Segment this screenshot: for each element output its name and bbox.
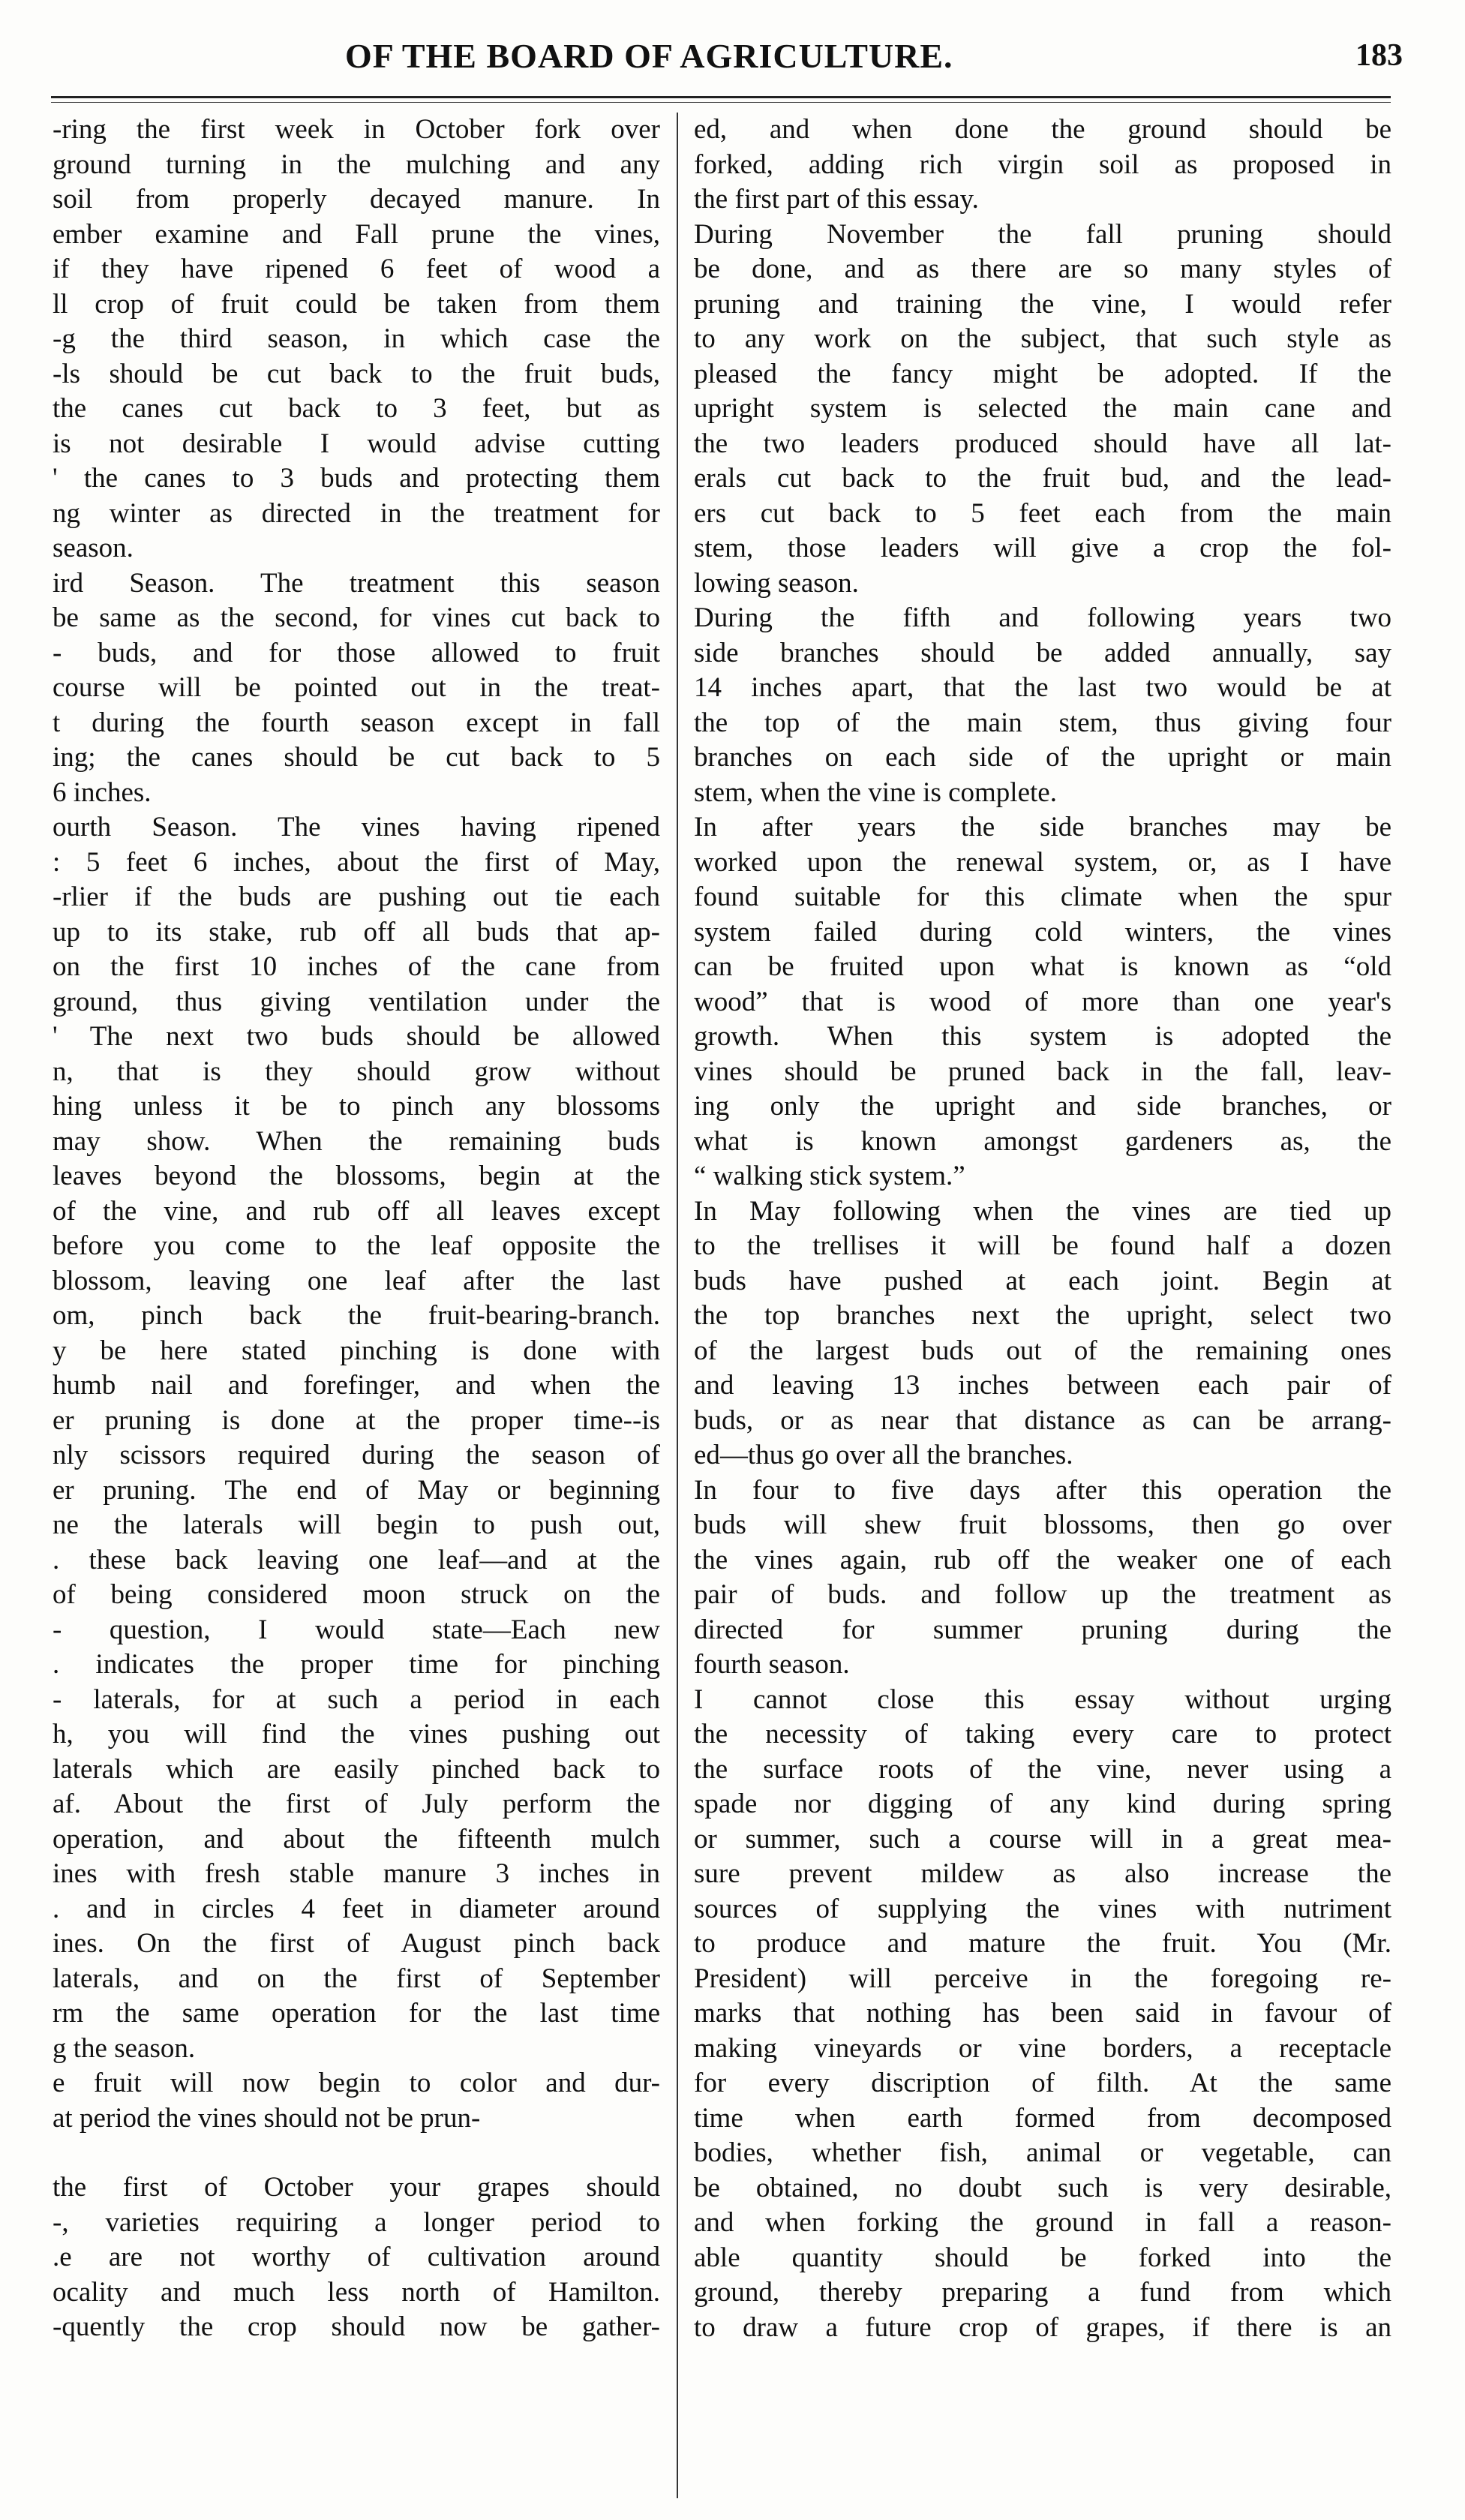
text-line: - question, I would state—Each new [53,1614,660,1645]
text-line: to draw a future crop of grapes, if there is an [694,2311,1391,2343]
text-line: forked, adding rich virgin soil as proposed in [694,149,1391,180]
text-line: the first part of this essay. [694,184,979,215]
text-line: ' The next two buds should be allowed [53,1021,660,1052]
header-rule [51,96,1391,98]
text-line: ne the laterals will begin to push out, [53,1509,660,1540]
text-line: I cannot close this essay without urging [694,1684,1391,1715]
text-line: vines should be pruned back in the fall, leav- [694,1056,1391,1087]
text-line: buds will shew fruit blossoms, then go over [694,1509,1391,1540]
text-line: In four to five days after this operation the [694,1474,1391,1506]
text-line: the top of the main stem, thus giving four [694,707,1391,738]
text-line: sure prevent mildew as also increase the [694,1858,1391,1889]
text-line: buds, or as near that distance as can be arrang- [694,1404,1391,1436]
text-line: to the trellises it will be found half a dozen [694,1230,1391,1261]
text-line: found suitable for this climate when the spur [694,882,1391,912]
text-line: course will be pointed out in the treat- [53,672,660,703]
text-line: upright system is selected the main cane and [694,393,1391,424]
text-line: humb nail and forefinger, and when the [53,1370,660,1401]
text-line: pair of buds. and follow up the treatment as [694,1579,1391,1610]
text-line: hing unless it be to pinch any blossoms [53,1091,660,1122]
text-line: laterals, and on the first of September [53,1963,660,1994]
text-line: om, pinch back the fruit-bearing-branch. [53,1300,660,1331]
right-column [694,113,1391,2345]
text-line: ground turning in the mulching and any [53,149,660,180]
text-line: pruning and training the vine, I would refer [694,288,1391,320]
text-line: at period the vines should not be prun- [53,2102,481,2134]
text-line: of being considered moon struck on the [53,1579,660,1610]
text-line: nly scissors required during the season of [53,1440,660,1470]
text-line: worked upon the renewal system, or, as I have [694,846,1391,878]
text-line: -rlier if the buds are pushing out tie each [53,882,660,912]
text-line: er pruning is done at the proper time--is [53,1404,660,1436]
text-line: time when earth formed from decomposed [694,2102,1391,2134]
text-line: ines with fresh stable manure 3 inches in [53,1858,660,1889]
text-line: During November the fall pruning should [694,218,1391,250]
text-line: -ls should be cut back to the fruit buds, [53,358,660,389]
text-line: ' the canes to 3 buds and protecting them [53,463,660,494]
text-line: leaves beyond the blossoms, begin at the [53,1161,660,1191]
text-line: of the largest buds out of the remaining ones [694,1335,1391,1366]
text-line: if they have ripened 6 feet of wood a [53,254,660,284]
text-line: During the fifth and following years two [694,602,1391,633]
text-line: lowing season. [694,567,859,599]
text-line: . and in circles 4 feet in diameter around [53,1893,660,1924]
text-line: the necessity of taking every care to protect [694,1719,1391,1750]
text-line: marks that nothing has been said in favour of [694,1998,1391,2029]
text-line: side branches should be added annually, say [694,637,1391,668]
text-line: making vineyards or vine borders, a receptacle [694,2032,1391,2064]
text-line: bodies, whether fish, animal or vegetable, can [694,2137,1391,2168]
running-header [45,29,1418,83]
text-line: ocality and much less north of Hamilton. [53,2276,660,2308]
text-line: the vines again, rub off the weaker one of each [694,1544,1391,1575]
text-line: y be here stated pinching is done with [53,1335,660,1366]
text-line: the top branches next the upright, select two [694,1300,1391,1331]
text-line: 6 inches. [53,776,152,808]
text-line: In after years the side branches may be [694,812,1391,843]
text-line: stem, when the vine is complete. [694,776,1057,808]
text-line: . indicates the proper time for pinching [53,1649,660,1680]
text-line: branches on each side of the upright or main [694,742,1391,773]
text-line: and leaving 13 inches between each pair of [694,1370,1391,1401]
text-line: erals cut back to the fruit bud, and the lead- [694,463,1391,494]
text-line: -g the third season, in which case the [53,323,660,354]
text-line: t during the fourth season except in fall [53,707,660,738]
text-line: n, that is they should grow without [53,1056,660,1087]
text-line: . these back leaving one leaf—and at the [53,1544,660,1575]
text-line: fourth season. [694,1649,850,1680]
text-line: ed, and when done the ground should be [694,114,1391,145]
running-title: OF THE BOARD OF AGRICULTURE. [345,37,953,75]
text-line: ers cut back to 5 feet each from the main [694,497,1391,529]
text-line: able quantity should be forked into the [694,2242,1391,2273]
text-line: ing; the canes should be cut back to 5 [53,742,660,773]
text-line: before you come to the leaf opposite the [53,1230,660,1261]
text-line: af. About the first of July perform the [53,1789,660,1819]
text-line: operation, and about the fifteenth mulch [53,1823,660,1855]
text-line: can be fruited upon what is known as “old [694,951,1391,982]
text-line: - buds, and for those allowed to fruit [53,637,660,668]
text-line: h, you will find the vines pushing out [53,1719,660,1750]
text-line: on the first 10 inches of the cane from [53,951,660,982]
text-line: be same as the second, for vines cut back to [53,602,660,633]
text-line: ll crop of fruit could be taken from them [53,288,660,320]
text-line: ird Season. The treatment this season [53,567,660,599]
text-line: buds have pushed at each joint. Begin at [694,1265,1391,1296]
text-line: for every discription of filth. At the same [694,2068,1391,2098]
text-line: -, varieties requiring a longer period to [53,2206,660,2238]
text-line: soil from properly decayed manure. In [53,184,660,215]
text-line: ing only the upright and side branches, or [694,1091,1391,1122]
text-line: 14 inches apart, that the last two would be at [694,672,1391,703]
text-line: directed for summer pruning during the [694,1614,1391,1645]
text-line: growth. When this system is adopted the [694,1021,1391,1052]
text-line: e fruit will now begin to color and dur- [53,2068,660,2098]
text-line: ng winter as directed in the treatment for [53,497,660,529]
text-line: the two leaders produced should have all lat- [694,428,1391,459]
text-line: up to its stake, rub off all buds that ap- [53,916,660,948]
text-line: ember examine and Fall prune the vines, [53,218,660,250]
text-line: may show. When the remaining buds [53,1125,660,1157]
text-line: system failed during cold winters, the vines [694,916,1391,948]
header-rule-thin [51,102,1391,103]
text-line: pleased the fancy might be adopted. If the [694,358,1391,389]
text-line: or summer, such a course will in a great mea- [694,1823,1391,1855]
text-line: -ring the first week in October fork over [53,114,660,145]
text-line: stem, those leaders will give a crop the fol- [694,533,1391,563]
left-column [53,113,660,2345]
text-line: laterals which are easily pinched back to [53,1753,660,1785]
text-line: the surface roots of the vine, never using a [694,1753,1391,1785]
text-line: ines. On the first of August pinch back [53,1928,660,1959]
text-line: sources of supplying the vines with nutriment [694,1893,1391,1924]
text-line: -quently the crop should now be gather- [53,2311,660,2342]
page-number: 183 [1355,38,1403,73]
text-line: spade nor digging of any kind during spring [694,1789,1391,1819]
text-line: ed—thus go over all the branches. [694,1440,1073,1470]
text-line: of the vine, and rub off all leaves except [53,1195,660,1227]
text-line: wood” that is wood of more than one year's [694,986,1391,1017]
text-line: .e are not worthy of cultivation around [53,2242,660,2272]
text-line: to produce and mature the fruit. You (Mr. [694,1928,1391,1959]
text-line: ourth Season. The vines having ripened [53,812,660,843]
text-line: be obtained, no doubt such is very desirable, [694,2172,1391,2203]
text-line: President) will perceive in the foregoing re- [694,1963,1391,1994]
text-line: ground, thereby preparing a fund from which [694,2277,1391,2308]
text-line: and when forking the ground in fall a reason- [694,2207,1391,2238]
text-line: er pruning. The end of May or beginning [53,1474,660,1506]
text-line: what is known amongst gardeners as, the [694,1125,1391,1157]
text-line: rm the same operation for the last time [53,1998,660,2029]
column-divider [677,113,678,2498]
text-line: is not desirable I would advise cutting [53,428,660,459]
text-line: In May following when the vines are tied up [694,1195,1391,1227]
text-line: - laterals, for at such a period in each [53,1684,660,1715]
text-line: ground, thus giving ventilation under the [53,986,660,1017]
text-line: blossom, leaving one leaf after the last [53,1265,660,1296]
text-line: to any work on the subject, that such style as [694,323,1391,354]
text-line: : 5 feet 6 inches, about the first of May, [53,846,660,878]
text-line: be done, and as there are so many styles of [694,254,1391,284]
text-line: season. [53,533,134,563]
text-line: the first of October your grapes should [53,2172,660,2203]
text-line: the canes cut back to 3 feet, but as [53,393,660,424]
text-line: “ walking stick system.” [694,1161,965,1191]
text-line: g the season. [53,2032,196,2064]
